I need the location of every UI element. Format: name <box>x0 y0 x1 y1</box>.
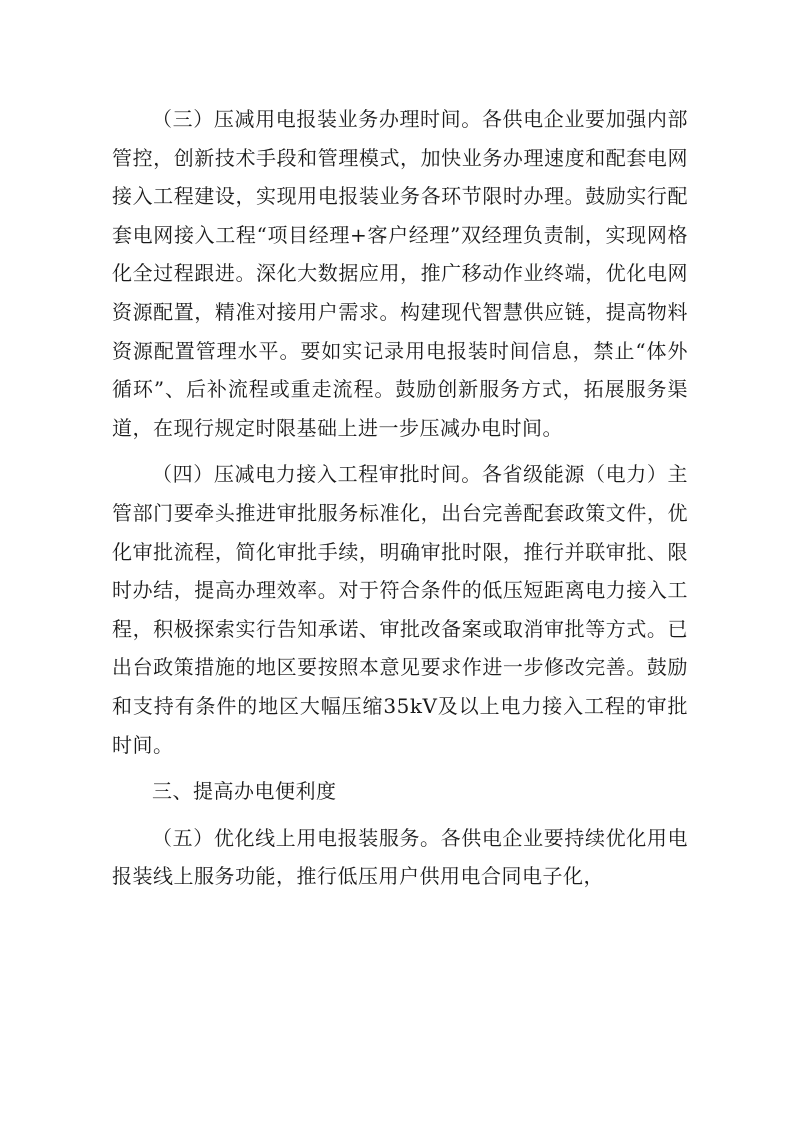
paragraph-3: （三）压减用电报装业务办理时间。各供电企业要加强内部管控，创新技术手段和管理模式，加快业务办理速度和配套电网接入工程建设，实现用电报装业务各环节限时办理。鼓励实行配套电网接入工程“项目经理+客户经理”双经理负责制，实现网格化全过程跟进。深化大数据应用，推广移动作业终端，优化电网资源配置，精准对接用户需求。构建现代智慧供应链，提高物料资源配置管理水平。要如实记录用电报装时间信息，禁止“体外循环”、后补流程或重走流程。鼓励创新服务方式，拓展服务渠道，在现行规定时限基础上进一步压减办电时间。 <box>112 107 688 440</box>
paragraph-4: （四）压减电力接入工程审批时间。各省级能源（电力）主管部门要牵头推进审批服务标准化，出台完善配套政策文件，优化审批流程，简化审批手续，明确审批时限，推行并联审批、限时办结，提高办理效率。对于符合条件的低压短距离电力接入工程，积极探索实行告知承诺、审批改备案或取消审批等方式。已出台政策措施的地区要按照本意见要求作进一步修改完善。鼓励和支持有条件的地区大幅压缩35kV及以上电力接入工程的审批时间。 <box>112 462 688 757</box>
section-heading: 三、提高办电便利度 <box>152 779 337 804</box>
document-body <box>112 100 688 904</box>
paragraph-5: （五）优化线上用电报装服务。各供电企业要持续优化用电报装线上服务功能，推行低压用户供用电合同电子化， <box>112 825 688 889</box>
